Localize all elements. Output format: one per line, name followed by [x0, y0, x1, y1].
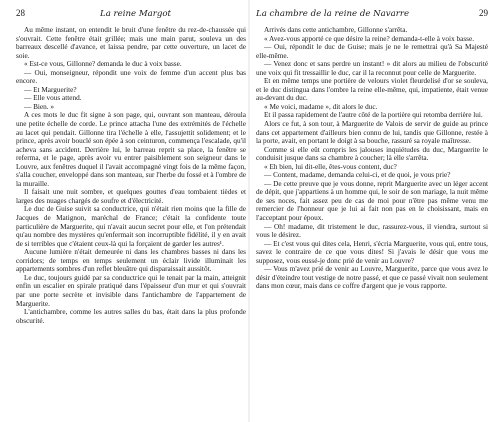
paragraph: — Oui, monseigneur, répondit une voix de femme d'un accent plus bas encore.: [16, 68, 246, 86]
paragraph: « Est-ce vous, Gillonne? demanda le duc à voix basse.: [24, 60, 182, 69]
paragraph: — Et Marguerite?: [24, 85, 77, 94]
left-running-title: La reine Margot: [99, 9, 172, 19]
paragraph: Et il passa rapidement de l'autre côté de la portière qui retomba derrière lui.: [264, 111, 483, 120]
paragraph: — Vous m'avez prié de venir au Louvre, Marguerite, parce que vous avez le désir d'éteindre tout vestige de notre passé, et que ce passé vivait non seulement dans mon cœur, mais dans ce coffre d'argent que je vous rapporte.: [256, 265, 488, 291]
paragraph: « Eh bien, lui dit-elle, êtes-vous content, duc?: [264, 162, 397, 171]
paragraph: Arrivés dans cette antichambre, Gillonne s'arrêta.: [264, 26, 408, 34]
paragraph: — Bien. »: [24, 102, 55, 111]
paragraph: « Me voici, madame », dit alors le duc.: [264, 102, 378, 111]
paragraph: — Content, madame, demanda celui-ci, et de quoi, je vous prie?: [264, 171, 451, 180]
paragraph: « Avez-vous apporté ce que désire la reine? demanda-t-elle à voix basse.: [264, 34, 475, 43]
left-page-body: [16, 26, 246, 325]
right-page-body: [256, 26, 488, 291]
paragraph: Il faisait une nuit sombre, et quelques gouttes d'eau tombaient tièdes et larges des nuages chargés de soufre et d'électricité.: [16, 188, 246, 205]
paragraph: — Et c'est vous qui dites cela, Henri, s'écria Marguerite, vous qui, entre tous, savez le contraire de ce que vous dites! Si j'avais le désir que vous me supposez, vous eussé-je donc prié de venir au Louvre?: [256, 239, 488, 265]
left-page-header: [16, 8, 246, 22]
left-page-number: 28: [16, 8, 25, 18]
paragraph: A ces mots le duc fit signe à son page, qui, ouvrant son manteau, déroula une petite échelle de corde. Le prince attacha l'une des extrémités de l'échelle au lacet qui pendait. Gillonne tira l'échelle à elle, l'assujettit solidement; et le prince, après avoir bouclé son épée à son ceinturon, commença l'escalade, qu'il acheva sans accident. Derrière lui, le barreau reprit sa place, la fenêtre se referma, et le page, après avoir vu entrer paisiblement son seigneur dans le Louvre, aux fenêtres duquel il l'avait accompagné vingt fois de la même façon, s'alla coucher, enveloppé dans son manteau, sur l'herbe du fossé et à l'ombre de la muraille.: [16, 111, 246, 188]
paragraph: L'antichambre, comme les autres salles du bas, était dans la plus profonde obscurité.: [16, 308, 246, 325]
paragraph: — Venez donc et sans perdre un instant! » dit alors au milieu de l'obscurité une voix qui fit tressaillir le duc, car il la reconnut pour celle de Marguerite.: [256, 60, 488, 77]
right-running-title: La chambre de la reine de Navarre: [256, 9, 410, 19]
paragraph: Comme si elle eût compris les jalouses inquiétudes du duc, Marguerite le conduisit jusque dans sa chambre à coucher; là elle s'arrêta.: [256, 145, 488, 163]
paragraph: — Oh! madame, dit tristement le duc, rassurez-vous, il viendra, surtout si vous le désirez.: [256, 222, 488, 240]
right-page-header: [256, 8, 488, 22]
paragraph: Alors ce fut, à son tour, à Marguerite de Valois de servir de guide au prince dans cet appartement d'ailleurs bien connu de lui, tandis que Gillonne, restée à la porte, avait, en portant le doigt à sa bouche, rassuré sa royale maîtresse.: [256, 120, 488, 146]
paragraph: Aucune lumière n'était demeurée ni dans les chambres basses ni dans les corridors; de temps en temps seulement un éclair livide illuminait les appartements sombres d'un reflet bleuâtre qui disparaissait aussitôt.: [16, 248, 246, 274]
paragraph: — De cette preuve que je vous donne, reprit Marguerite avec un léger accent de dépit, que j'appartiens à un homme qui, le soir de son mariage, la nuit même de ses noces, fait assez peu de cas de moi pour n'être pas même venu me remercier de l'honneur que je lui ai fait non pas en le choisissant, mais en l'acceptant pour époux.: [256, 179, 488, 223]
paragraph: Le duc de Guise suivit sa conductrice, qui n'était rien moins que la fille de Jacques de Matignon, maréchal de France; c'était la confidente toute particulière de Marguerite, qui n'avait aucun secret pour elle, et l'on prétendait qu'au nombre des mystères qu'enfermait son incorruptible fidélité, il y en avait de si terribles que c'étaient ceux-là qui la forçaient de garder les autres¹.: [16, 205, 246, 248]
paragraph: Et en même temps une portière de velours violet fleurdelisé d'or se souleva, et le duc distingua dans l'ombre la reine elle-même, qui, impatiente, était venue au-devant du duc.: [256, 77, 488, 103]
right-page: [250, 0, 500, 422]
paragraph: — Oui, répondit le duc de Guise; mais je ne le remettrai qu'à Sa Majesté elle-même.: [256, 43, 488, 60]
right-page-number: 29: [479, 8, 488, 18]
paragraph: Au même instant, on entendit le bruit d'une fenêtre du rez-de-chaussée qui s'ouvrait. Cette fenêtre était grillée; mais une main parut, souleva un des barreaux descellé d'avance, et laissa pendre, par cette ouverture, un lacet de soie.: [16, 26, 246, 60]
paragraph: Le duc, toujours guidé par sa conductrice qui le tenait par la main, atteignit enfin un escalier en spirale pratiqué dans l'épaisseur d'un mur et qui s'ouvrait par une porte secrète et invisible dans l'antichambre de l'appartement de Marguerite.: [16, 273, 246, 308]
paragraph: — Elle vous attend.: [24, 94, 82, 103]
